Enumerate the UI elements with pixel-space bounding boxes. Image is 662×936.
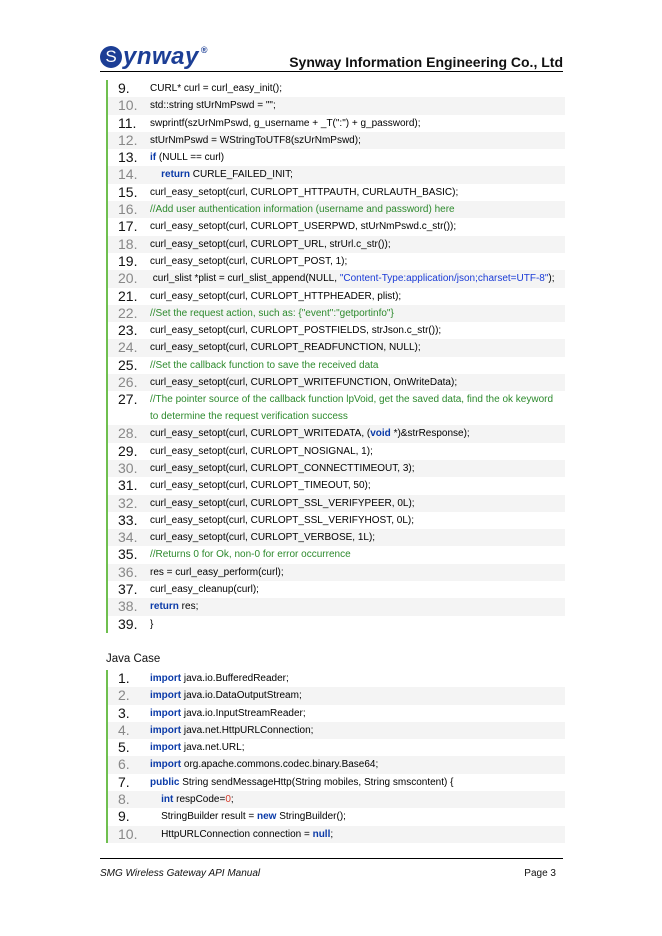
code-line — [108, 288, 565, 305]
line-number: 6. — [118, 756, 130, 773]
code-text: curl_easy_setopt(curl, CURLOPT_SSL_VERIFYPEER, 0L); — [150, 497, 415, 509]
code-line — [108, 184, 565, 201]
code-line — [108, 670, 565, 687]
line-number: 28. — [118, 425, 138, 442]
line-number: 11. — [118, 114, 137, 131]
code-line — [108, 512, 565, 529]
logo-registered-mark: ® — [200, 45, 208, 55]
code-line — [108, 357, 565, 374]
line-number: 14. — [118, 166, 138, 183]
line-number: 21. — [118, 287, 138, 304]
line-number: 9. — [118, 808, 130, 825]
line-number: 26. — [118, 374, 138, 391]
logo-s-badge: S — [100, 46, 122, 68]
line-number: 15. — [118, 183, 138, 200]
code-text: } — [150, 618, 154, 630]
line-number: 31. — [118, 477, 138, 494]
code-text: //The pointer source of the callback function lpVoid, get the saved data, find the ok keyword to determine the request verification success — [150, 394, 554, 423]
code-line — [108, 791, 565, 808]
line-number: 1. — [118, 670, 130, 686]
code-text: //Set the request action, such as: {"event":"getportinfo"} — [150, 307, 394, 319]
line-number: 2. — [118, 687, 130, 704]
code-line — [108, 218, 565, 235]
code-text: import java.io.InputStreamReader; — [150, 707, 306, 719]
code-line — [108, 739, 565, 756]
manual-title: SMG Wireless Gateway API Manual — [100, 868, 261, 879]
code-line — [108, 460, 565, 477]
code-text: curl_easy_setopt(curl, CURLOPT_VERBOSE, 1L); — [150, 532, 376, 544]
code-text: public String sendMessageHttp(String mobiles, String smscontent) { — [150, 776, 454, 788]
line-number: 10. — [118, 97, 138, 114]
code-line — [108, 616, 565, 633]
line-number: 10. — [118, 825, 138, 842]
line-number: 33. — [118, 511, 138, 528]
line-number: 23. — [118, 322, 138, 339]
code-line — [108, 80, 565, 97]
code-text: curl_easy_cleanup(curl); — [150, 584, 259, 596]
line-number: 8. — [118, 791, 130, 808]
company-name: Synway Information Engineering Co., Ltd — [289, 54, 563, 70]
line-number: 35. — [118, 546, 138, 563]
header-divider — [100, 71, 563, 72]
line-number: 24. — [118, 339, 138, 356]
code-text: import java.io.BufferedReader; — [150, 673, 289, 684]
line-number: 9. — [118, 80, 130, 96]
line-number: 19. — [118, 252, 138, 269]
page-header — [100, 44, 563, 72]
code-text: curl_easy_setopt(curl, CURLOPT_HTTPAUTH, CURLAUTH_BASIC); — [150, 186, 459, 198]
line-number: 27. — [118, 391, 138, 408]
line-number: 25. — [118, 356, 138, 373]
code-text: curl_easy_setopt(curl, CURLOPT_SSL_VERIFYHOST, 0L); — [150, 514, 414, 526]
code-line — [108, 687, 565, 704]
line-number: 13. — [118, 149, 138, 166]
code-line — [108, 722, 565, 739]
code-line — [108, 339, 565, 356]
code-line — [108, 529, 565, 546]
line-number: 17. — [118, 218, 138, 235]
code-line — [108, 477, 565, 494]
code-text: if (NULL == curl) — [150, 152, 225, 164]
code-line — [108, 826, 565, 843]
code-line — [108, 236, 565, 253]
code-line — [108, 132, 565, 149]
line-number: 30. — [118, 459, 138, 476]
code-text: //Add user authentication information (username and password) here — [150, 204, 455, 216]
code-line — [108, 705, 565, 722]
code-line — [108, 808, 565, 825]
code-line — [108, 322, 565, 339]
code-line — [108, 546, 565, 563]
code-line — [108, 564, 565, 581]
code-text: //Returns 0 for Ok, non-0 for error occurrence — [150, 549, 351, 561]
code-text: stUrNmPswd = WStringToUTF8(szUrNmPswd); — [150, 134, 361, 146]
code-text: import org.apache.commons.codec.binary.Base64; — [150, 759, 379, 771]
code-text: curl_easy_setopt(curl, CURLOPT_URL, strUrl.c_str()); — [150, 238, 391, 250]
footer-divider — [100, 858, 563, 859]
code-text: std::string stUrNmPswd = ""; — [150, 100, 276, 112]
code-line — [108, 425, 565, 442]
line-number: 38. — [118, 598, 138, 615]
code-text: return CURLE_FAILED_INIT; — [161, 169, 293, 181]
line-number: 5. — [118, 739, 130, 756]
code-line — [108, 97, 565, 114]
code-text: import java.net.URL; — [150, 742, 245, 754]
code-text: curl_easy_setopt(curl, CURLOPT_WRITEFUNCTION, OnWriteData); — [150, 377, 458, 389]
line-number: 20. — [118, 270, 138, 287]
code-text: HttpURLConnection connection = null; — [150, 828, 334, 840]
line-number: 34. — [118, 529, 138, 546]
code-text: curl_easy_setopt(curl, CURLOPT_READFUNCTION, NULL); — [150, 342, 421, 354]
code-text: curl_easy_setopt(curl, CURLOPT_POSTFIELDS, strJson.c_str()); — [150, 325, 442, 337]
line-number: 7. — [118, 773, 130, 790]
code-text: swprintf(szUrNmPswd, g_username + _T(":") + g_password); — [150, 117, 421, 129]
code-text: curl_easy_setopt(curl, CURLOPT_POST, 1); — [150, 255, 348, 267]
line-number: 32. — [118, 494, 138, 511]
code-text: import java.io.DataOutputStream; — [150, 690, 302, 702]
code-text: curl_slist *plist = curl_slist_append(NULL, "Content-Type:application/json;charset=UTF-8"); — [150, 273, 555, 285]
line-number: 3. — [118, 704, 130, 721]
page-number: Page 3 — [524, 868, 556, 879]
line-number: 29. — [118, 442, 138, 459]
code-line — [108, 598, 565, 615]
line-number: 37. — [118, 581, 138, 598]
code-line — [108, 166, 565, 183]
code-line — [108, 253, 565, 270]
line-number: 36. — [118, 563, 138, 580]
code-text: return res; — [150, 601, 199, 613]
code-line — [108, 115, 565, 132]
code-text: curl_easy_setopt(curl, CURLOPT_HTTPHEADER, plist); — [150, 290, 402, 302]
code-line — [108, 581, 565, 598]
line-number: 4. — [118, 721, 130, 738]
code-line — [108, 270, 565, 287]
c-code-block — [106, 80, 565, 633]
code-line — [108, 756, 565, 773]
code-line — [108, 495, 565, 512]
line-number: 18. — [118, 235, 138, 252]
code-line — [108, 201, 565, 218]
code-text: curl_easy_setopt(curl, CURLOPT_TIMEOUT, 50); — [150, 480, 371, 492]
code-line — [108, 374, 565, 391]
line-number: 16. — [118, 201, 138, 218]
logo-wordmark: ynway — [123, 43, 199, 70]
code-text: CURL* curl = curl_easy_init(); — [150, 83, 282, 94]
code-line — [108, 149, 565, 166]
line-number: 12. — [118, 131, 138, 148]
code-text: //Set the callback function to save the received data — [150, 359, 379, 371]
line-number: 22. — [118, 304, 138, 321]
code-line — [108, 774, 565, 791]
code-line — [108, 305, 565, 322]
synway-logo — [100, 44, 208, 70]
code-text: curl_easy_setopt(curl, CURLOPT_WRITEDATA, (void *)&strResponse); — [150, 428, 470, 440]
code-line — [108, 443, 565, 460]
code-line — [108, 391, 565, 425]
code-text: import java.net.HttpURLConnection; — [150, 724, 314, 736]
code-text: curl_easy_setopt(curl, CURLOPT_NOSIGNAL, 1); — [150, 445, 373, 457]
java-case-heading: Java Case — [106, 653, 161, 665]
code-text: int respCode=0; — [161, 794, 234, 806]
java-code-block — [106, 670, 565, 843]
code-text: res = curl_easy_perform(curl); — [150, 566, 284, 578]
code-text: curl_easy_setopt(curl, CURLOPT_USERPWD, stUrNmPswd.c_str()); — [150, 221, 457, 233]
code-text: StringBuilder result = new StringBuilder(); — [150, 811, 346, 823]
code-text: curl_easy_setopt(curl, CURLOPT_CONNECTTIMEOUT, 3); — [150, 462, 415, 474]
line-number: 39. — [118, 615, 138, 632]
